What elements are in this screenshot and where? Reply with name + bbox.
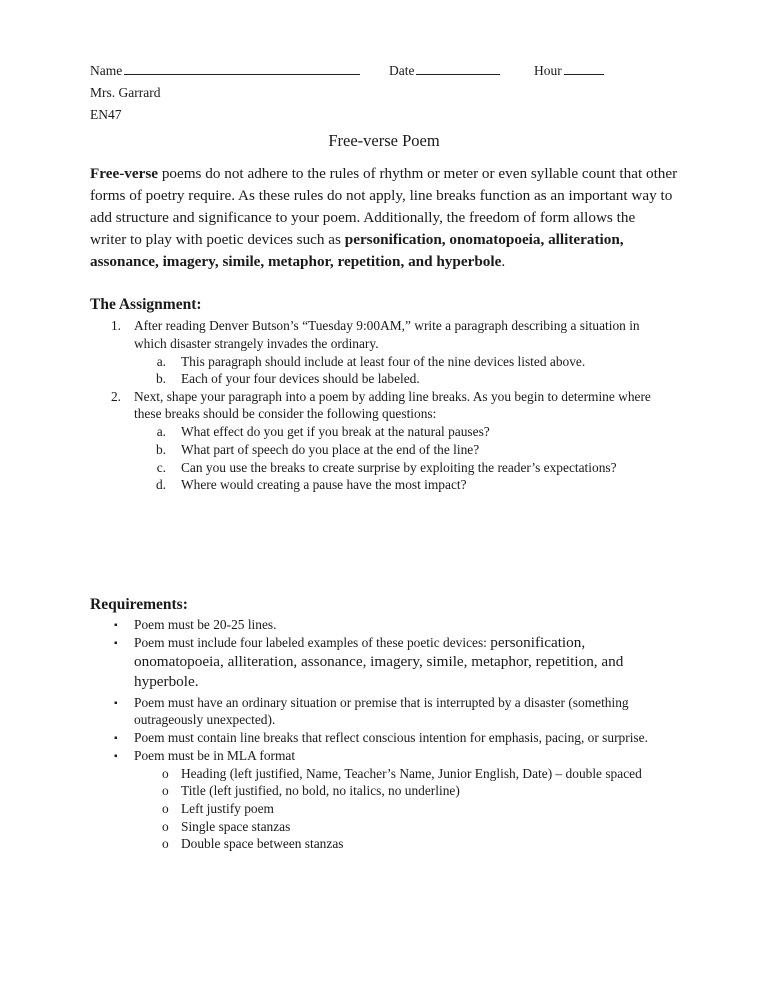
intro-line-1: Free-verse poems do not adhere to the rules of rhythm or meter or even syllable count that other: [90, 165, 678, 182]
name-blank[interactable]: [124, 62, 360, 75]
date-blank[interactable]: [416, 62, 500, 75]
list-item-continued: these breaks should be consider the following questions:: [134, 406, 437, 421]
bullet-icon: ▪: [114, 733, 118, 744]
intro-paragraph: [90, 163, 690, 273]
bullet-icon: ▪: [114, 751, 118, 762]
assignment-heading: The Assignment:: [90, 296, 202, 313]
intro-line-5: assonance, imagery, simile, metaphor, repetition, and hyperbole.: [90, 253, 506, 270]
date-label: Date: [389, 63, 415, 78]
name-label: Name: [90, 63, 123, 78]
name-field[interactable]: [90, 62, 360, 79]
hour-label: Hour: [534, 63, 562, 78]
hour-blank[interactable]: [564, 62, 604, 75]
circle-bullet-icon: o: [162, 801, 169, 816]
intro-line-4: writer to play with poetic devices such as personification, onomatopoeia, alliteration,: [90, 231, 624, 248]
hour-field[interactable]: [534, 62, 604, 79]
circle-bullet-icon: o: [162, 819, 169, 834]
circle-bullet-icon: o: [162, 783, 169, 798]
date-field[interactable]: [389, 62, 500, 79]
circle-bullet-icon: o: [162, 766, 169, 781]
worksheet-page: Name Date Hour Mrs. Garrard EN47 Free-verse Poem Free-verse poems do not adhere to the rules of rhythm or meter or even syllable count that other forms of poetry require. As these rules do not apply, line breaks function as an important way to add structure and significance to your poem. Additionally, the freedom of form allows the writer to play with poetic devices such as personification, onomatopoeia, alliteration, assonance, imagery, simile, metaphor, repetition, and hyperbole. The Assignment: 1. After reading Denver Butson’s “Tuesday 9:00AM,” write a paragraph describing a situation in which disaster strangely invades the ordinary. a. This paragraph should include at least four of the nine devices listed above. b. Each of your four devices should be labeled. 2. Next, shape your paragraph into a poem by adding line breaks. As you begin to determine where these breaks should be consider the following questions: a. What effect do you get if you break at the natural pauses? b. What part of speech do you place at the end of the line? c. Can you use the breaks to create surprise by exploiting the reader’s expectations? d. Where would creating a pause have the most impact? Requirements: ▪ Poem must be 20-25 lines. ▪ Poem must include four labeled examples of these poetic devices: personification, onomatopoeia, alliteration, assonance, imagery, simile, metaphor, repetition, and hyperbole. ▪ Poem must have an ordinary situation or premise that is interrupted by a disaster (something outrageously unexpected). ▪ Poem must contain line breaks that reflect conscious intention for emphasis, pacing, or surprise. ▪ Poem must be in MLA format o Heading (left justified, Name, Teacher’s Name, Junior English, Date) – double spaced o Title (left justified, no bold, no italics, no underline) o Left justify poem o Single space stanzas o Double space between stanzas: [0, 0, 768, 994]
intro-line-2: forms of poetry require. As these rules do not apply, line breaks function as an important way to: [90, 187, 673, 204]
course-code: EN47: [90, 107, 122, 122]
requirements-heading: Requirements:: [90, 596, 188, 613]
bullet-icon: ▪: [114, 698, 118, 709]
bullet-icon: ▪: [114, 620, 118, 631]
list-item-continued: which disaster strangely invades the ordinary.: [134, 336, 379, 351]
bullet-icon: ▪: [114, 638, 118, 649]
list-item-continued: onomatopoeia, alliteration, assonance, imagery, simile, metaphor, repetition, and: [134, 653, 624, 670]
list-item-continued: outrageously unexpected).: [134, 712, 276, 727]
page-title: Free-verse Poem: [328, 131, 440, 150]
circle-bullet-icon: o: [162, 836, 169, 851]
intro-line-3: add structure and significance to your poem. Additionally, the freedom of form allows the: [90, 209, 636, 226]
teacher-name: Mrs. Garrard: [90, 85, 161, 100]
list-item-continued: hyperbole.: [134, 673, 199, 690]
intro-lead: Free-verse: [90, 165, 159, 182]
